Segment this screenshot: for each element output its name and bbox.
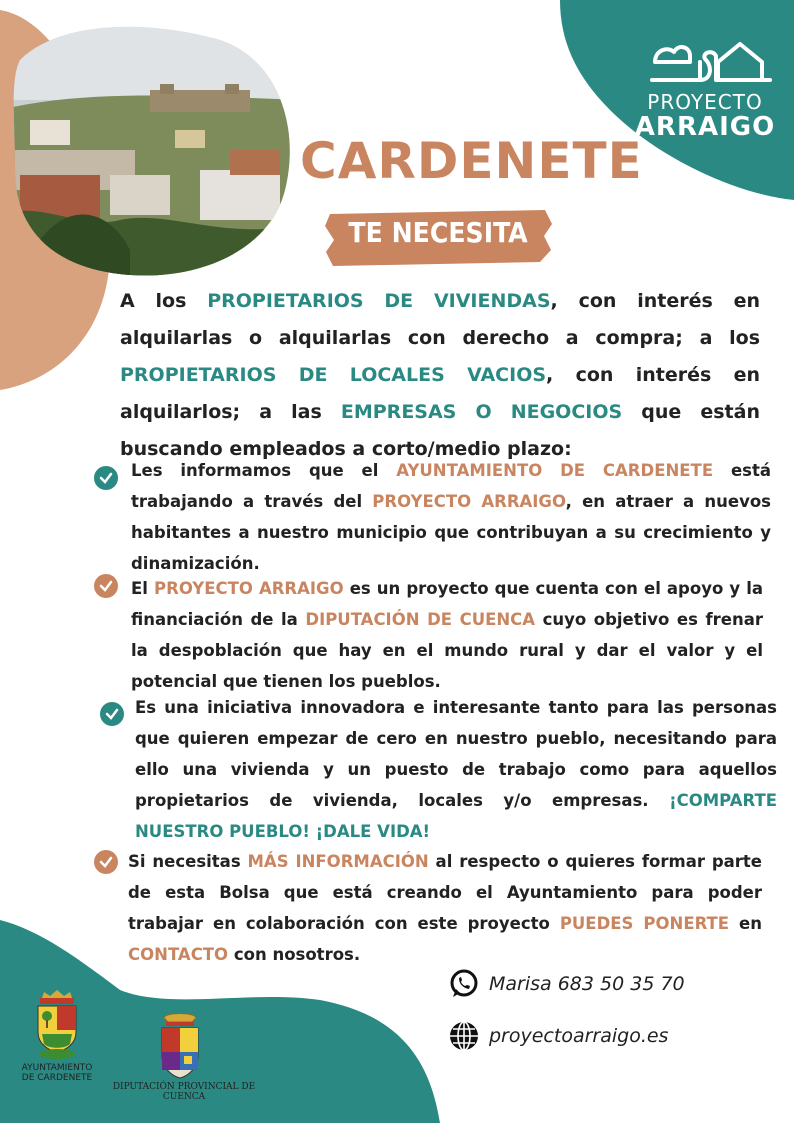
page-title: CARDENETE	[300, 132, 643, 190]
diputacion-crest-icon	[156, 1008, 204, 1082]
check-icon	[94, 850, 118, 874]
bullet-highlight: ¡COMPARTE NUESTRO PUEBLO! ¡DALE VIDA!	[135, 791, 777, 841]
intro-text: , con interés en alquilarlos; a las	[120, 364, 760, 423]
bullet-text: El	[131, 579, 155, 598]
website-link[interactable]: proyectoarraigo.es	[489, 1025, 669, 1047]
bullet-text: al respecto o quieres formar parte de esta Bolsa que está creando el Ayuntamiento para poder trabajar en colaboración con este proyecto	[128, 852, 763, 933]
bullet-highlight: AYUNTAMIENTO DE CARDENETE	[396, 461, 714, 480]
bullet-text: Es una iniciativa innovadora e interesante tanto para las personas que quieren empezar de cero en nuestro pueblo, necesitando para ello una vivienda y un puesto de trabajo como para aquellos propietarios de vivienda, locales y/o empresas.	[135, 698, 777, 810]
bullet-highlight: PROYECTO ARRAIGO	[154, 579, 344, 598]
ayuntamiento-crest-icon	[32, 990, 82, 1060]
bullet-text: es un proyecto que cuenta con el apoyo y la financiación de la	[131, 579, 764, 629]
check-icon	[94, 574, 118, 598]
bullet-highlight: MÁS INFORMACIÓN	[247, 852, 429, 871]
bullet-text: está trabajando a través del	[131, 461, 771, 511]
intro-highlight: PROPIETARIOS DE VIVIENDAS	[207, 290, 551, 312]
intro-paragraph	[120, 283, 760, 468]
ayuntamiento-label-2: DE CARDENETE	[21, 1073, 93, 1083]
bullet-3	[135, 692, 777, 847]
phone-contact[interactable]: Marisa 683 50 35 70	[489, 973, 685, 995]
bullet-text: , en atraer a nuevos habitantes a nuestro municipio que contribuyan a su crecimiento y dinamización.	[131, 492, 771, 573]
globe-icon	[448, 1020, 480, 1052]
bullet-text: Si necesitas	[128, 852, 248, 871]
bullet-highlight: DIPUTACIÓN DE CUENCA	[305, 610, 536, 629]
ayuntamiento-label-1: AYUNTAMIENTO	[21, 1063, 93, 1073]
intro-text: que están buscando empleados a corto/medio plazo:	[120, 401, 760, 460]
bullet-2	[131, 573, 763, 697]
whatsapp-icon	[448, 968, 480, 1000]
bullet-highlight: CONTACTO	[128, 945, 229, 964]
check-icon	[94, 466, 118, 490]
intro-highlight: EMPRESAS O NEGOCIOS	[340, 401, 623, 423]
check-icon	[100, 702, 124, 726]
bullet-1	[131, 455, 771, 579]
logo-arraigo: ARRAIGO	[634, 112, 776, 142]
logo-proyecto: PROYECTO	[647, 90, 763, 114]
bullet-text: Les informamos que el	[131, 461, 397, 480]
bullet-highlight: PUEDES PONERTE	[559, 914, 730, 933]
bullet-highlight: PROYECTO ARRAIGO	[372, 492, 566, 511]
bullet-text: cuyo objetivo es frenar la despoblación que hay en el mundo rural y dar el valor y el potencial que tienen los pueblos.	[131, 610, 763, 691]
diputacion-label: DIPUTACIÓN PROVINCIAL DE CUENCA	[112, 1082, 256, 1102]
bullet-text: en	[729, 914, 762, 933]
intro-text: , con interés en alquilarlas o alquilarlas con derecho a compra; a los	[120, 290, 760, 349]
banner-text: TE NECESITA	[348, 216, 528, 249]
intro-text: A los	[120, 290, 208, 312]
intro-highlight: PROPIETARIOS DE LOCALES VACIOS	[120, 364, 547, 386]
bullet-text: con nosotros.	[228, 945, 361, 964]
bullet-4	[128, 846, 762, 970]
